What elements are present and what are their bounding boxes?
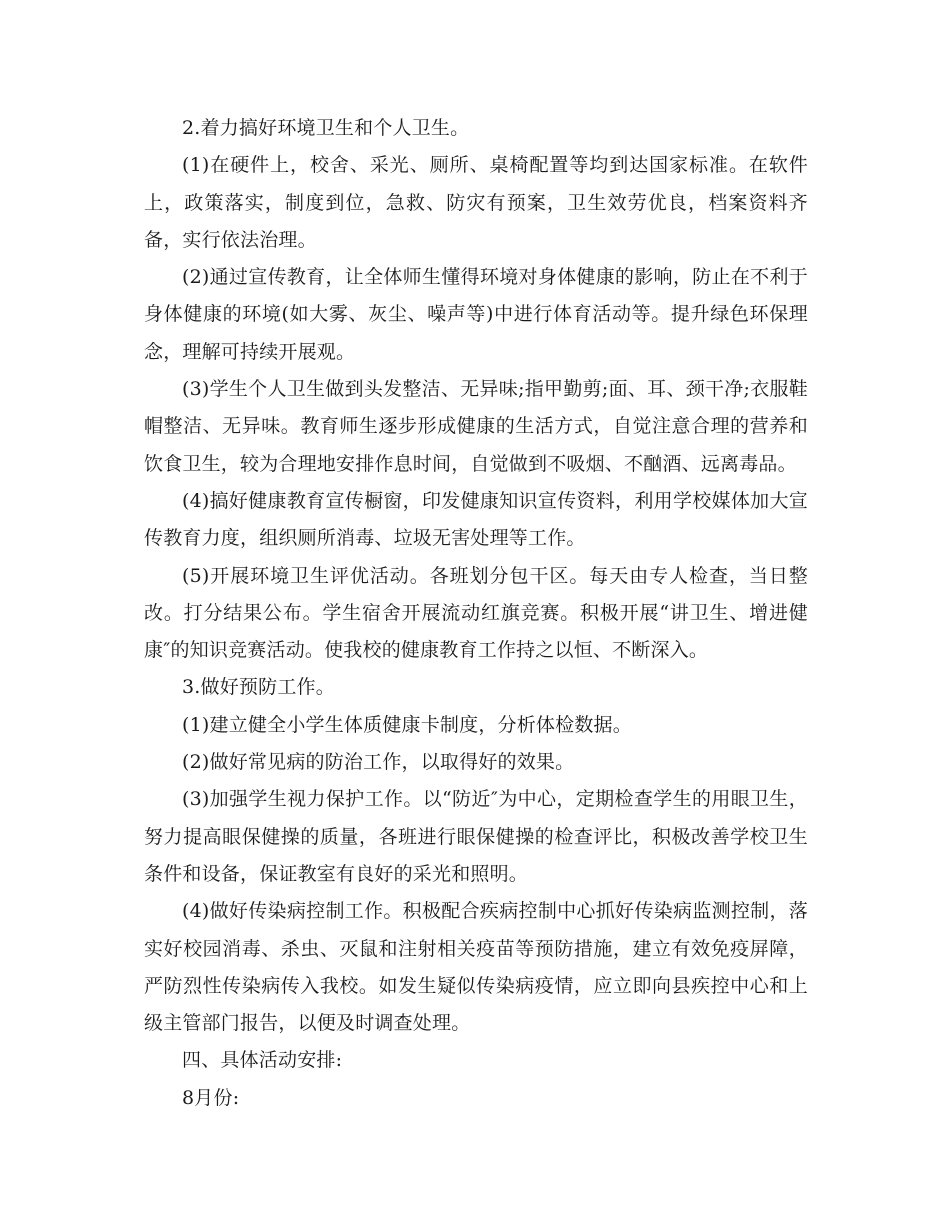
paragraph-health-promotion: (4)搞好健康教育宣传橱窗，印发健康知识宣传资料，利用学校媒体加大宣传教育力度，组织厕所消毒、垃圾无害处理等工作。 <box>144 489 808 550</box>
paragraph-august: 8月份: <box>182 1086 240 1109</box>
paragraph-infectious-disease: (4)做好传染病控制工作。积极配合疾病控制中心抓好传染病监测控制，落实好校园消毒、杀虫、灭鼠和注射相关疫苗等预防措施，建立有效免疫屏障，严防烈性传染病传入我校。如发生疑似传染病疫情，应立即向县疾控中心和上级主管部门报告，以便及时调查处理。 <box>144 900 808 1035</box>
paragraph-prevention-heading: 3.做好预防工作。 <box>182 676 335 699</box>
paragraph-hardware-software: (1)在硬件上，校舍、采光、厕所、桌椅配置等均到达国家标准。在软件上，政策落实，制度到位，急救、防灾有预案，卫生效劳优良，档案资料齐备，实行依法治理。 <box>144 154 808 251</box>
paragraph-health-card: (1)建立健全小学生体质健康卡制度，分析体检数据。 <box>182 713 632 736</box>
paragraph-vision-protection: (3)加强学生视力保护工作。以“防近″为中心，定期检查学生的用眼卫生，努力提高眼保健操的质量，各班进行眼保健操的检查评比，积极改善学校卫生条件和设备，保证教室有良好的采光和照明。 <box>144 788 808 885</box>
document-body <box>144 110 808 1117</box>
paragraph-common-diseases: (2)做好常见病的防治工作，以取得好的效果。 <box>182 751 575 774</box>
paragraph-personal-hygiene: (3)学生个人卫生做到头发整洁、无异味;指甲勤剪;面、耳、颈干净;衣服鞋帽整洁、无异味。教育师生逐步形成健康的生活方式，自觉注意合理的营养和饮食卫生，较为合理地安排作息时间，自觉做到不吸烟、不酗酒、远离毒品。 <box>144 378 808 475</box>
paragraph-hygiene-evaluation: (5)开展环境卫生评优活动。各班划分包干区。每天由专人检查，当日整改。打分结果公布。学生宿舍开展流动红旗竞赛。积极开展“讲卫生、增进健康″的知识竞赛活动。使我校的健康教育工作持之以恒、不断深入。 <box>144 564 808 662</box>
paragraph-environment-education: (2)通过宣传教育，让全体师生懂得环境对身体健康的影响，防止在不利于身体健康的环境(如大雾、灰尘、噪声等)中进行体育活动等。提升绿色环保理念，理解可持续开展观。 <box>144 266 808 363</box>
paragraph-activities-heading: 四、具体活动安排: <box>182 1049 343 1072</box>
paragraph-hygiene-heading: 2.着力搞好环境卫生和个人卫生。 <box>182 117 470 139</box>
